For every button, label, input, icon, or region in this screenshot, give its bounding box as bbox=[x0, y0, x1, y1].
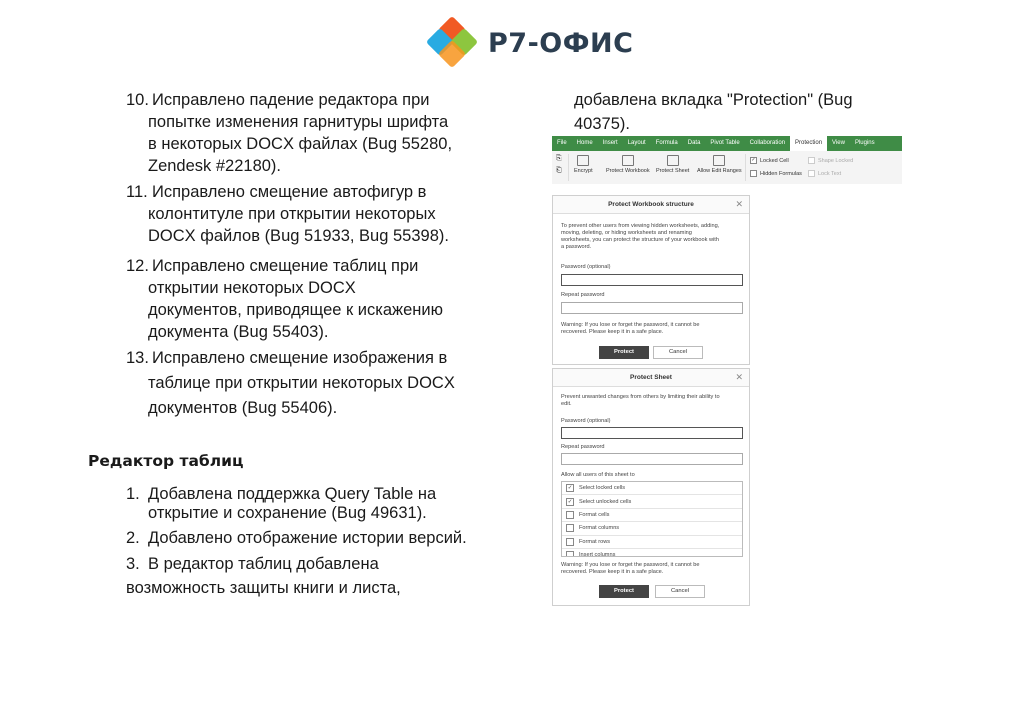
tab-plugins[interactable]: Plugins bbox=[854, 140, 875, 146]
paste-icon[interactable]: ⎗ bbox=[556, 167, 562, 174]
item-line: Исправлено смещение таблиц при bbox=[152, 257, 419, 275]
divider bbox=[745, 154, 746, 181]
logo-mark-icon bbox=[424, 18, 480, 68]
dialog-title-text: Protect Workbook structure bbox=[608, 201, 694, 208]
item-line: колонтитуле при открытии некоторых bbox=[148, 205, 436, 223]
list-item[interactable] bbox=[562, 522, 742, 535]
checkbox-icon bbox=[808, 157, 815, 164]
dialog-description: Prevent unwanted changes from others by limiting their ability to bbox=[561, 394, 720, 400]
item-number: 1. bbox=[126, 485, 140, 503]
option-label: Format cells bbox=[579, 511, 610, 518]
hidden-formulas-checkbox[interactable] bbox=[750, 170, 802, 177]
checkbox-icon bbox=[566, 511, 574, 519]
item-number: 3. bbox=[126, 555, 140, 573]
protect-workbook-dialog bbox=[552, 195, 750, 365]
tab-protection[interactable]: Protection bbox=[790, 136, 827, 151]
tab-insert[interactable]: Insert bbox=[602, 140, 618, 146]
item-line: DOCX файлов (Bug 51933, Bug 55398). bbox=[148, 227, 449, 245]
repeat-password-label: Repeat password bbox=[561, 292, 605, 298]
item-line: Добавлено отображение истории версий. bbox=[148, 529, 467, 547]
close-icon[interactable]: ✕ bbox=[735, 199, 743, 209]
tab-file[interactable]: File bbox=[557, 140, 567, 146]
option-label: Insert columns bbox=[579, 552, 616, 557]
hidden-formulas-label: Hidden Formulas bbox=[760, 170, 802, 177]
checkbox-icon: ✓ bbox=[567, 485, 573, 492]
item-line: открытии некоторых DOCX bbox=[148, 279, 356, 297]
option-label: Select locked cells bbox=[579, 485, 626, 492]
encrypt-button[interactable] bbox=[574, 155, 593, 174]
locked-cell-label: Locked Cell bbox=[760, 157, 789, 164]
item-line: В редактор таблиц добавлена bbox=[148, 555, 379, 573]
tab-view[interactable]: View bbox=[832, 140, 845, 146]
item-number: 10. bbox=[126, 91, 149, 109]
checkbox-icon bbox=[566, 538, 574, 546]
lock-text-checkbox[interactable] bbox=[808, 170, 841, 177]
option-label: Select unlocked cells bbox=[579, 498, 632, 505]
repeat-password-field[interactable] bbox=[561, 453, 743, 465]
shape-locked-checkbox[interactable] bbox=[808, 157, 853, 164]
option-label: Format rows bbox=[579, 538, 611, 545]
edit-ranges-icon bbox=[713, 155, 725, 166]
tab-layout[interactable]: Layout bbox=[627, 140, 646, 146]
dialog-description: To prevent other users from viewing hidden worksheets, adding, bbox=[561, 223, 720, 229]
warning-text: Warning: If you lose or forget the password, it cannot be bbox=[561, 562, 700, 568]
password-field[interactable] bbox=[561, 427, 743, 439]
repeat-password-label: Repeat password bbox=[561, 444, 605, 450]
item-line: попытке изменения гарнитуры шрифта bbox=[148, 113, 449, 131]
item-line: Zendesk #22180). bbox=[148, 157, 282, 175]
dialog-title-text: Protect Sheet bbox=[630, 374, 672, 381]
tab-home[interactable]: Home bbox=[576, 140, 593, 146]
protection-ribbon bbox=[552, 136, 902, 184]
option-label: Format columns bbox=[579, 525, 620, 532]
checkbox-icon: ✓ bbox=[567, 498, 573, 505]
protect-workbook-button[interactable] bbox=[606, 155, 650, 174]
logo bbox=[424, 18, 633, 68]
item-line: Исправлено смещение автофигур в bbox=[152, 183, 427, 201]
divider bbox=[568, 154, 569, 181]
dialog-title bbox=[553, 369, 749, 387]
tab-collaboration[interactable]: Collaboration bbox=[749, 140, 786, 146]
list-item[interactable] bbox=[562, 549, 742, 557]
shape-locked-label: Shape Locked bbox=[818, 157, 854, 164]
item-line: Исправлено падение редактора при bbox=[152, 91, 430, 109]
lock-icon bbox=[577, 155, 589, 166]
protect-button[interactable]: Protect bbox=[599, 346, 649, 359]
list-item[interactable] bbox=[562, 495, 742, 508]
warning-text: recovered. Please keep it in a safe place. bbox=[561, 329, 664, 335]
warning-text: recovered. Please keep it in a safe place. bbox=[561, 569, 664, 575]
cancel-button[interactable]: Cancel bbox=[655, 585, 705, 598]
permissions-list[interactable] bbox=[561, 481, 743, 557]
item-line: таблице при открытии некоторых DOCX bbox=[148, 374, 455, 392]
protect-button[interactable]: Protect bbox=[599, 585, 649, 598]
protect-sheet-button[interactable] bbox=[656, 155, 689, 174]
allow-edit-ranges-button[interactable] bbox=[697, 155, 742, 174]
item-number: 13. bbox=[126, 349, 149, 367]
dialog-description: worksheets, you can protect the structure of your workbook with bbox=[561, 237, 719, 243]
dialog-description: edit. bbox=[561, 401, 572, 407]
item-number: 2. bbox=[126, 529, 140, 547]
list-item[interactable] bbox=[562, 482, 742, 495]
protect-workbook-label: Protect Workbook bbox=[606, 168, 650, 174]
password-label: Password (optional) bbox=[561, 264, 611, 270]
item-line: открытие и сохранение (Bug 49631). bbox=[148, 504, 427, 522]
lock-text-label: Lock Text bbox=[818, 170, 842, 177]
item-line: документа (Bug 55403). bbox=[148, 323, 329, 341]
tab-pivot-table[interactable]: Pivot Table bbox=[710, 140, 740, 146]
item-line: в некоторых DOCX файлах (Bug 55280, bbox=[148, 135, 453, 153]
tab-data[interactable]: Data bbox=[687, 140, 701, 146]
item-line: Добавлена поддержка Query Table на bbox=[148, 485, 437, 503]
logo-text: Р7-ОФИС bbox=[488, 27, 634, 59]
checkbox-icon bbox=[750, 170, 757, 177]
ribbon-toolbar bbox=[552, 151, 902, 184]
protect-sheet-dialog bbox=[552, 368, 750, 606]
allow-edit-ranges-label: Allow Edit Ranges bbox=[697, 168, 742, 174]
close-icon[interactable]: ✕ bbox=[735, 372, 743, 382]
list-item[interactable] bbox=[562, 509, 742, 522]
checkbox-icon bbox=[566, 551, 574, 557]
warning-text: Warning: If you lose or forget the password, it cannot be bbox=[561, 322, 700, 328]
sheet-icon bbox=[667, 155, 679, 166]
locked-cell-checkbox[interactable] bbox=[750, 157, 789, 164]
item-line: возможность защиты книги и листа, bbox=[126, 579, 401, 597]
continuation-line: 40375). bbox=[574, 115, 630, 133]
dialog-description: a password. bbox=[561, 244, 592, 250]
checkbox-icon bbox=[566, 524, 574, 532]
encrypt-label: Encrypt bbox=[574, 168, 593, 174]
item-number: 11. bbox=[126, 183, 148, 201]
item-line: документов, приводящее к искажению bbox=[148, 301, 443, 319]
continuation-line: добавлена вкладка "Protection" (Bug bbox=[574, 91, 853, 109]
item-line: Исправлено смещение изображения в bbox=[152, 349, 448, 367]
dialog-title bbox=[553, 196, 749, 214]
check-icon: ✓ bbox=[751, 157, 756, 163]
repeat-password-field[interactable] bbox=[561, 302, 743, 314]
cancel-button[interactable]: Cancel bbox=[653, 346, 703, 359]
dialog-description: moving, deleting, or hiding worksheets and renaming bbox=[561, 230, 692, 236]
checkbox-icon bbox=[808, 170, 815, 177]
password-label: Password (optional) bbox=[561, 418, 611, 424]
allow-label: Allow all users of this sheet to bbox=[561, 472, 635, 478]
item-line: документов (Bug 55406). bbox=[148, 399, 338, 417]
copy-icon[interactable]: ⎘ bbox=[556, 155, 562, 162]
tab-formula[interactable]: Formula bbox=[655, 140, 678, 146]
protect-sheet-label: Protect Sheet bbox=[656, 168, 690, 174]
workbook-icon bbox=[622, 155, 634, 166]
section-heading: Редактор таблиц bbox=[88, 452, 244, 470]
password-field[interactable] bbox=[561, 274, 743, 286]
list-item[interactable] bbox=[562, 536, 742, 549]
ribbon-tabs bbox=[552, 136, 902, 151]
item-number: 12. bbox=[126, 257, 149, 275]
